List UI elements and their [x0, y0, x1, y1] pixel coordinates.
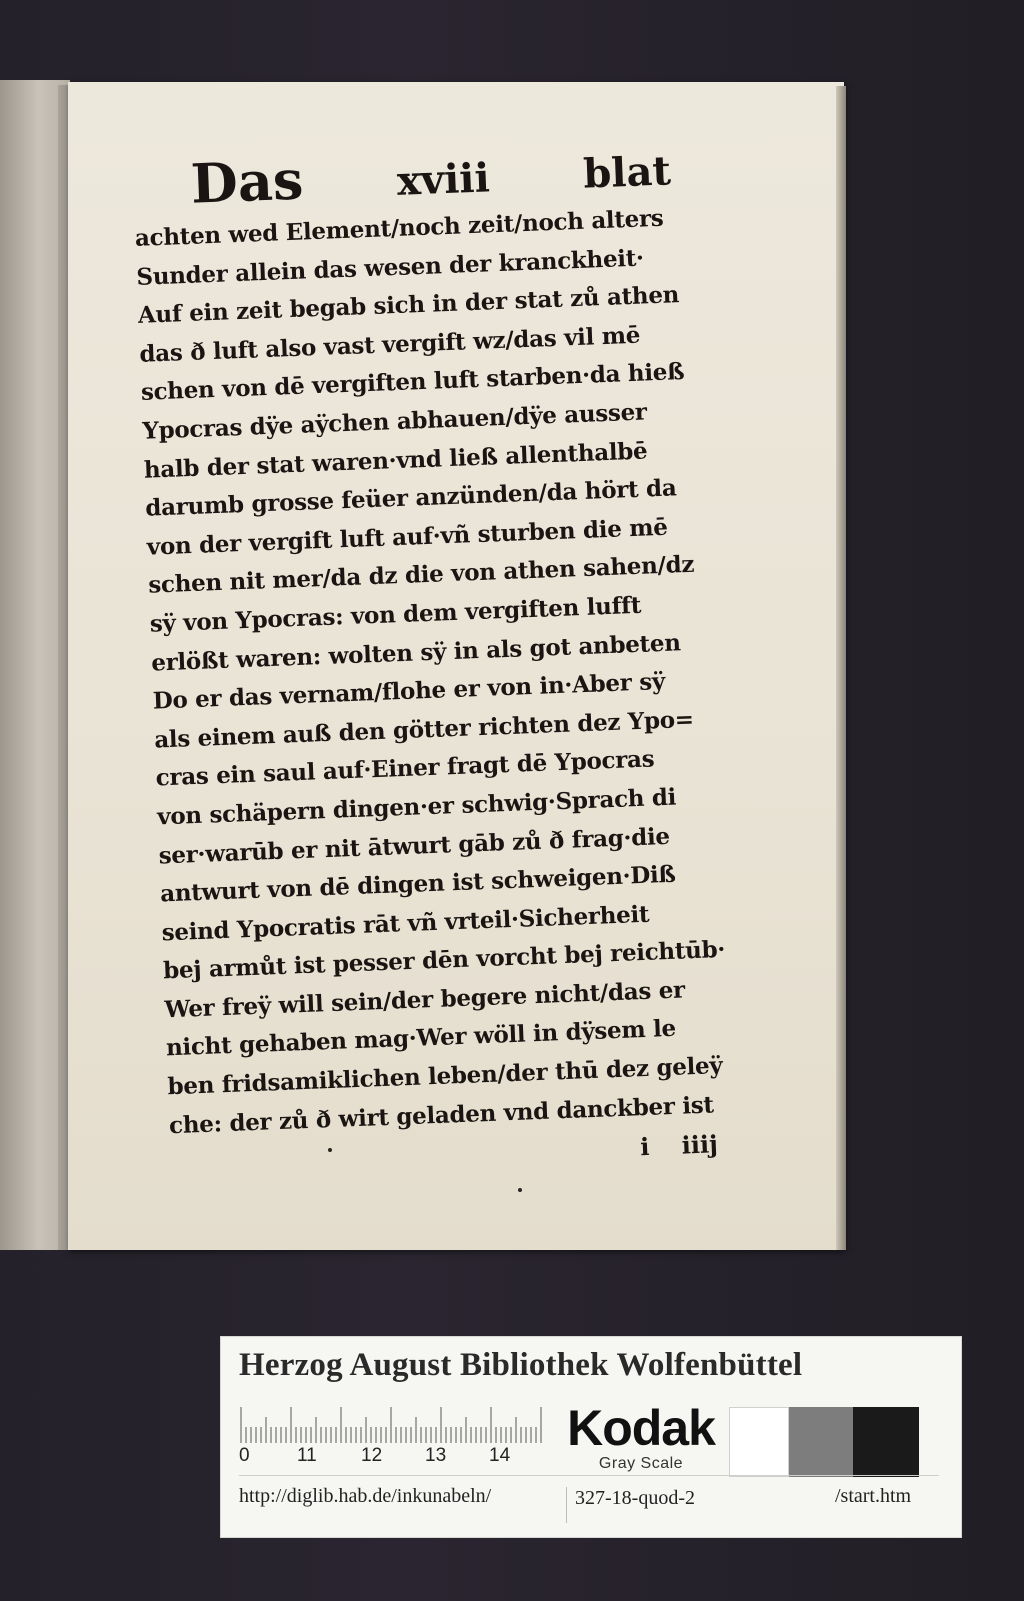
text-line: Auf ein zeit begab sich in der stat zů athen: [137, 281, 680, 330]
ruler-number: 11: [297, 1445, 317, 1466]
text-line: Do er das vernam/flohe er von in·Aber sÿ: [152, 668, 666, 715]
gray-scale-caption: Gray Scale: [598, 1455, 684, 1472]
url-page: /start.htm: [835, 1485, 912, 1507]
url-base: http://diglib.hab.de/inkunabeln/: [239, 1485, 492, 1507]
text-line: darumb grosse feüer anzünden/da hört da: [144, 474, 677, 522]
gray-swatch-white: [729, 1407, 789, 1477]
ruler-numbers: [239, 1445, 544, 1467]
text-line: sÿ von Ypocras: von dem vergiften lufft: [149, 591, 642, 638]
library-label: [220, 1336, 962, 1538]
ruler-number: 14: [489, 1445, 511, 1466]
text-line: schen von dē vergiften luft starben·da hieß: [140, 358, 685, 407]
text-line: als einem auß den götter richten dez Ypo=: [153, 705, 695, 754]
folio-number: xviii: [396, 154, 491, 205]
gray-swatch-black: [853, 1407, 919, 1477]
page-speck: [328, 1148, 332, 1152]
ruler: [239, 1405, 544, 1467]
text-line: von schäpern dingen·er schwig·Sprach di: [156, 783, 677, 831]
text-line: seind Ypocratis rāt vñ vrteil·Sicherheit: [161, 900, 650, 947]
kodak-logo: Kodak: [567, 1400, 715, 1456]
text-line: das ð luft also vast vergift wz/das vil mē: [138, 321, 641, 368]
text-line: schen nit mer/da dz die von athen sahen/dz: [147, 551, 695, 600]
label-divider: [239, 1475, 939, 1476]
ruler-number: 13: [425, 1445, 447, 1466]
text-line: Wer freÿ will sein/der begere nicht/das er: [164, 976, 686, 1024]
ruler-scale: [239, 1405, 544, 1443]
text-line: achten wed Element/noch zeit/noch alters: [134, 204, 664, 252]
ruler-number: 0: [239, 1445, 250, 1466]
gray-swatch-mid: [789, 1407, 853, 1477]
page-edge: [836, 86, 846, 1250]
text-line: nicht gehaben mag·Wer wöll in dÿsem le: [165, 1015, 677, 1062]
text-line: Sunder allein das wesen der kranckheit·: [135, 244, 645, 291]
text-lines: [134, 195, 809, 1145]
text-line: che: der zů ð wirt geladen vnd danckber ist: [168, 1091, 715, 1139]
text-line: antwurt von dē dingen ist schweigen·Diß: [159, 860, 677, 908]
text-line: Ypocras dÿe aÿchen abhauen/dÿe ausser: [141, 398, 648, 445]
text-line: erlößt waren: wolten sÿ in als got anbeten: [150, 628, 682, 677]
header-left: Das: [189, 147, 305, 216]
signature-mark: i iiij: [639, 1129, 719, 1162]
text-line: cras ein saul auf·Einer fragt dē Ypocras: [155, 745, 655, 792]
text-line: bej armůt ist pesser dēn vorcht bej reichtūb·: [162, 936, 726, 985]
text-line: ben fridsamiklichen leben/der thū dez geleÿ: [167, 1052, 723, 1101]
page-text-block: [132, 135, 811, 1185]
page-speck: [518, 1188, 522, 1192]
header-right: blat: [582, 147, 672, 198]
label-title: Herzog August Bibliothek Wolfenbüttel: [239, 1347, 803, 1383]
kodak-logo-area: [556, 1400, 726, 1473]
ruler-number: 12: [361, 1445, 383, 1466]
text-line: ser·warūb er nit ātwurt gāb zů ð frag·die: [158, 822, 671, 869]
shelfmark: 327-18-quod-2: [566, 1487, 695, 1523]
text-line: halb der stat waren·vnd ließ allenthalbē: [143, 437, 648, 484]
text-line: von der vergift luft auf·vñ sturben die mē: [146, 513, 669, 561]
